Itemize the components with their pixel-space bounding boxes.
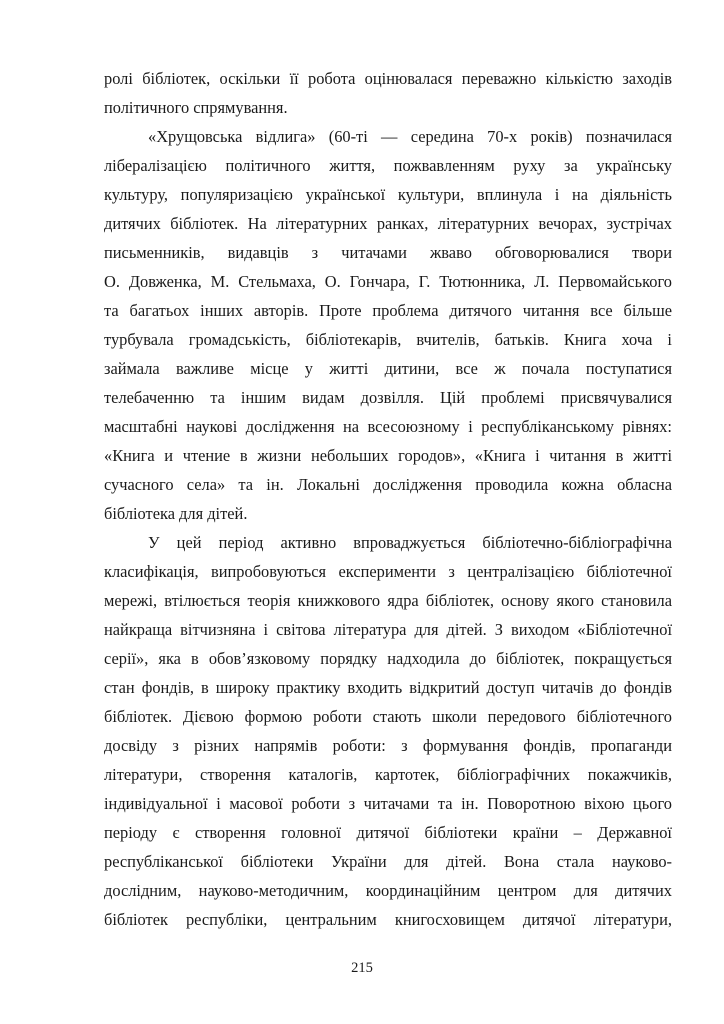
text-line: мережі, втілюється теорія книжкового ядра бібліотек, основу якого становила [104, 591, 672, 610]
text-line: досвіду з різних напрямів роботи: з формування фондів, пропаганди [104, 736, 672, 755]
text-line: та багатьох інших авторів. Проте проблема дитячого читання все більше [104, 301, 672, 320]
text-line: турбувала громадськість, бібліотекарів, вчителів, батьків. Книга хоча і [104, 330, 672, 349]
text-line: серії», яка в обов’язковому порядку надходила до бібліотек, покращується [104, 649, 672, 668]
text-line: періоду є створення головної дитячої бібліотеки країни – Державної [104, 823, 672, 842]
text-line: дослідним, науково-методичним, координаційним центром для дитячих [104, 881, 672, 900]
text-line: бібліотек республіки, центральним книгосховищем дитячої літератури, [104, 910, 672, 929]
text-line: найкраща вітчизняна і світова література для дітей. З виходом «Бібліотечної [104, 620, 672, 639]
text-line: літератури, створення каталогів, картотек, бібліографічних покажчиків, [104, 765, 672, 784]
text-line: політичного спрямування. [104, 98, 288, 117]
text-line: культуру, популяризацією української культури, вплинула і на діяльність [104, 185, 672, 204]
text-line: сучасного села» та ін. Локальні дослідження проводила кожна обласна [104, 475, 672, 494]
text-line: «Книга и чтение в жизни небольших городов», «Книга і читання в житті [104, 446, 672, 465]
text-line: бібліотек. Дієвою формою роботи стають школи передового бібліотечного [104, 707, 672, 726]
text-line: республіканської бібліотеки України для дітей. Вона стала науково- [104, 852, 672, 871]
text-line: стан фондів, в широку практику входить відкритий доступ читачів до фондів [104, 678, 672, 697]
text-line: дитячих бібліотек. На літературних ранках, літературних вечорах, зустрічах [104, 214, 672, 233]
text-line: класифікація, випробовуються експерименти з централізацією бібліотечної [104, 562, 672, 581]
body-text [104, 64, 672, 934]
text-line: індивідуальної і масової роботи з читачами та ін. Поворотною віхою цього [104, 794, 672, 813]
page-number: 215 [351, 960, 373, 976]
text-line: письменників, видавців з читачами жваво обговорювалися твори [104, 243, 672, 262]
text-line: масштабні наукові дослідження на всесоюзному і республіканському рівнях: [104, 417, 672, 436]
text-line: телебаченню та іншим видам дозвілля. Цій проблемі присвячувалися [104, 388, 672, 407]
text-line: займала важливе місце у житті дитини, все ж почала поступатися [104, 359, 672, 378]
text-line: ролі бібліотек, оскільки її робота оцінювалася переважно кількістю заходів [104, 69, 672, 88]
text-line: лібералізацією політичного життя, пожвавленням руху за українську [104, 156, 672, 175]
text-line: бібліотека для дітей. [104, 504, 248, 523]
text-line: У цей період активно впроваджується бібліотечно-бібліографічна [148, 533, 672, 552]
text-line: «Хрущовська відлига» (60-ті — середина 70-х років) позначилася [148, 127, 672, 146]
text-line: О. Довженка, М. Стельмаха, О. Гончара, Г. Тютюнника, Л. Первомайського [104, 272, 672, 291]
